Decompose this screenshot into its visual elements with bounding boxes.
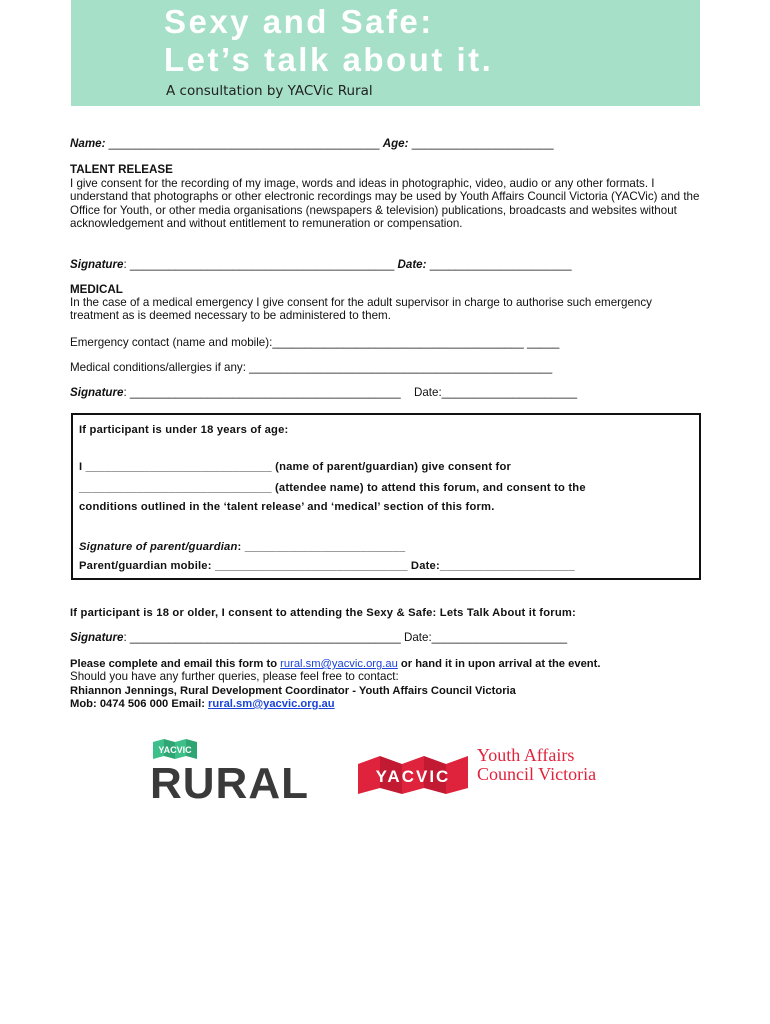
signature-field[interactable]: : __________________________________________	[123, 631, 404, 644]
parent-mobile-field[interactable]: Parent/guardian mobile: ______________________________ Date:_____________________	[79, 560, 575, 572]
date-field[interactable]: ______________________	[426, 258, 572, 271]
name-field[interactable]: __________________________________________	[105, 137, 383, 150]
name-label: Name:	[70, 137, 106, 150]
date-label: Date:	[397, 258, 427, 271]
signature-row-2	[70, 386, 577, 400]
contact-person-line: Rhiannon Jennings, Rural Development Coordinator - Youth Affairs Council Victoria	[70, 685, 516, 697]
adult-consent-line: If participant is 18 or older, I consent to attending the Sexy & Safe: Lets Talk About it forum:	[70, 607, 576, 619]
signature-row-3	[70, 631, 567, 645]
parent-signature-label: Signature of parent/guardian	[79, 541, 238, 553]
instructions-text: Please complete and email this form to	[70, 658, 281, 670]
signature-row-1	[70, 258, 572, 272]
header-banner	[71, 0, 700, 106]
rural-small-yacvic-logo	[153, 739, 197, 759]
banner-subtitle: A consultation by YACVic Rural	[166, 83, 373, 99]
medical-text: In the case of a medical emergency I give consent for the adult supervisor in charge to authorise such emergency treatment as is deemed necessary to be administered to them.	[70, 296, 652, 323]
medical-conditions-field[interactable]: Medical conditions/allergies if any: _______________________________________________	[70, 361, 553, 374]
medical-heading: MEDICAL	[70, 283, 123, 296]
name-age-row	[70, 137, 554, 151]
mobile-email-line	[70, 697, 335, 711]
parent-consent-line[interactable]: I _____________________________ (name of parent/guardian) give consent for	[79, 461, 512, 473]
talent-release-text: I give consent for the recording of my image, words and ideas in photographic, video, audio or any other formats. I understand that photographs or other electronic recordings may be used by Youth Affairs Council Victoria (YACVic) and the Office for Youth, or other media organisations (newspapers & television) publications, broadcasts and websites without acknowledgement and without entitlement to remuneration or compensation.	[70, 177, 700, 230]
emergency-contact-field[interactable]: Emergency contact (name and mobile):_______________________________________ _____	[70, 336, 560, 349]
under-18-box	[71, 413, 701, 580]
yacvic-logo-text: YACVIC	[375, 767, 451, 786]
instructions-text-end: or hand it in upon arrival at the event.	[397, 658, 601, 670]
email-link[interactable]: rural.sm@yacvic.org.au	[280, 658, 398, 670]
rural-logo-text: RURAL	[150, 759, 309, 806]
signature-field[interactable]: : __________________________________________	[123, 386, 401, 399]
mobile-text: Mob: 0474 506 000 Email:	[70, 698, 209, 710]
age-field[interactable]: ______________________	[408, 137, 554, 150]
signature-label: Signature	[70, 631, 124, 644]
age-label: Age:	[382, 137, 409, 150]
signature-label: Signature	[70, 258, 124, 271]
talent-release-heading: TALENT RELEASE	[70, 163, 173, 176]
logos-svg	[150, 736, 630, 806]
yacvic-logo	[358, 756, 468, 794]
org-name-line1: Youth Affairs	[477, 745, 575, 765]
queries-line: Should you have any further queries, please feel free to contact:	[70, 670, 399, 683]
conditions-line: conditions outlined in the ‘talent release’ and ‘medical’ section of this form.	[79, 501, 495, 513]
attendee-name-line[interactable]: ______________________________ (attendee name) to attend this forum, and consent to the	[79, 482, 586, 494]
banner-title-line2: Let’s talk about it.	[164, 41, 494, 78]
parent-signature-field[interactable]: : _________________________	[237, 541, 406, 553]
org-name-line2: Council Victoria	[477, 764, 597, 784]
footer-logos	[150, 736, 630, 806]
date-field[interactable]: Date:_____________________	[403, 631, 568, 644]
signature-label: Signature	[70, 386, 124, 399]
signature-field[interactable]: : _________________________________________	[123, 258, 398, 271]
instructions-line	[70, 657, 600, 671]
contact-email-link[interactable]: rural.sm@yacvic.org.au	[208, 698, 335, 710]
banner-title-line1: Sexy and Safe:	[164, 3, 434, 40]
rural-small-text: YACVIC	[158, 745, 192, 755]
under-18-heading: If participant is under 18 years of age:	[79, 424, 289, 436]
parent-signature-row	[79, 540, 405, 554]
date-field[interactable]: Date:_____________________	[413, 386, 578, 399]
